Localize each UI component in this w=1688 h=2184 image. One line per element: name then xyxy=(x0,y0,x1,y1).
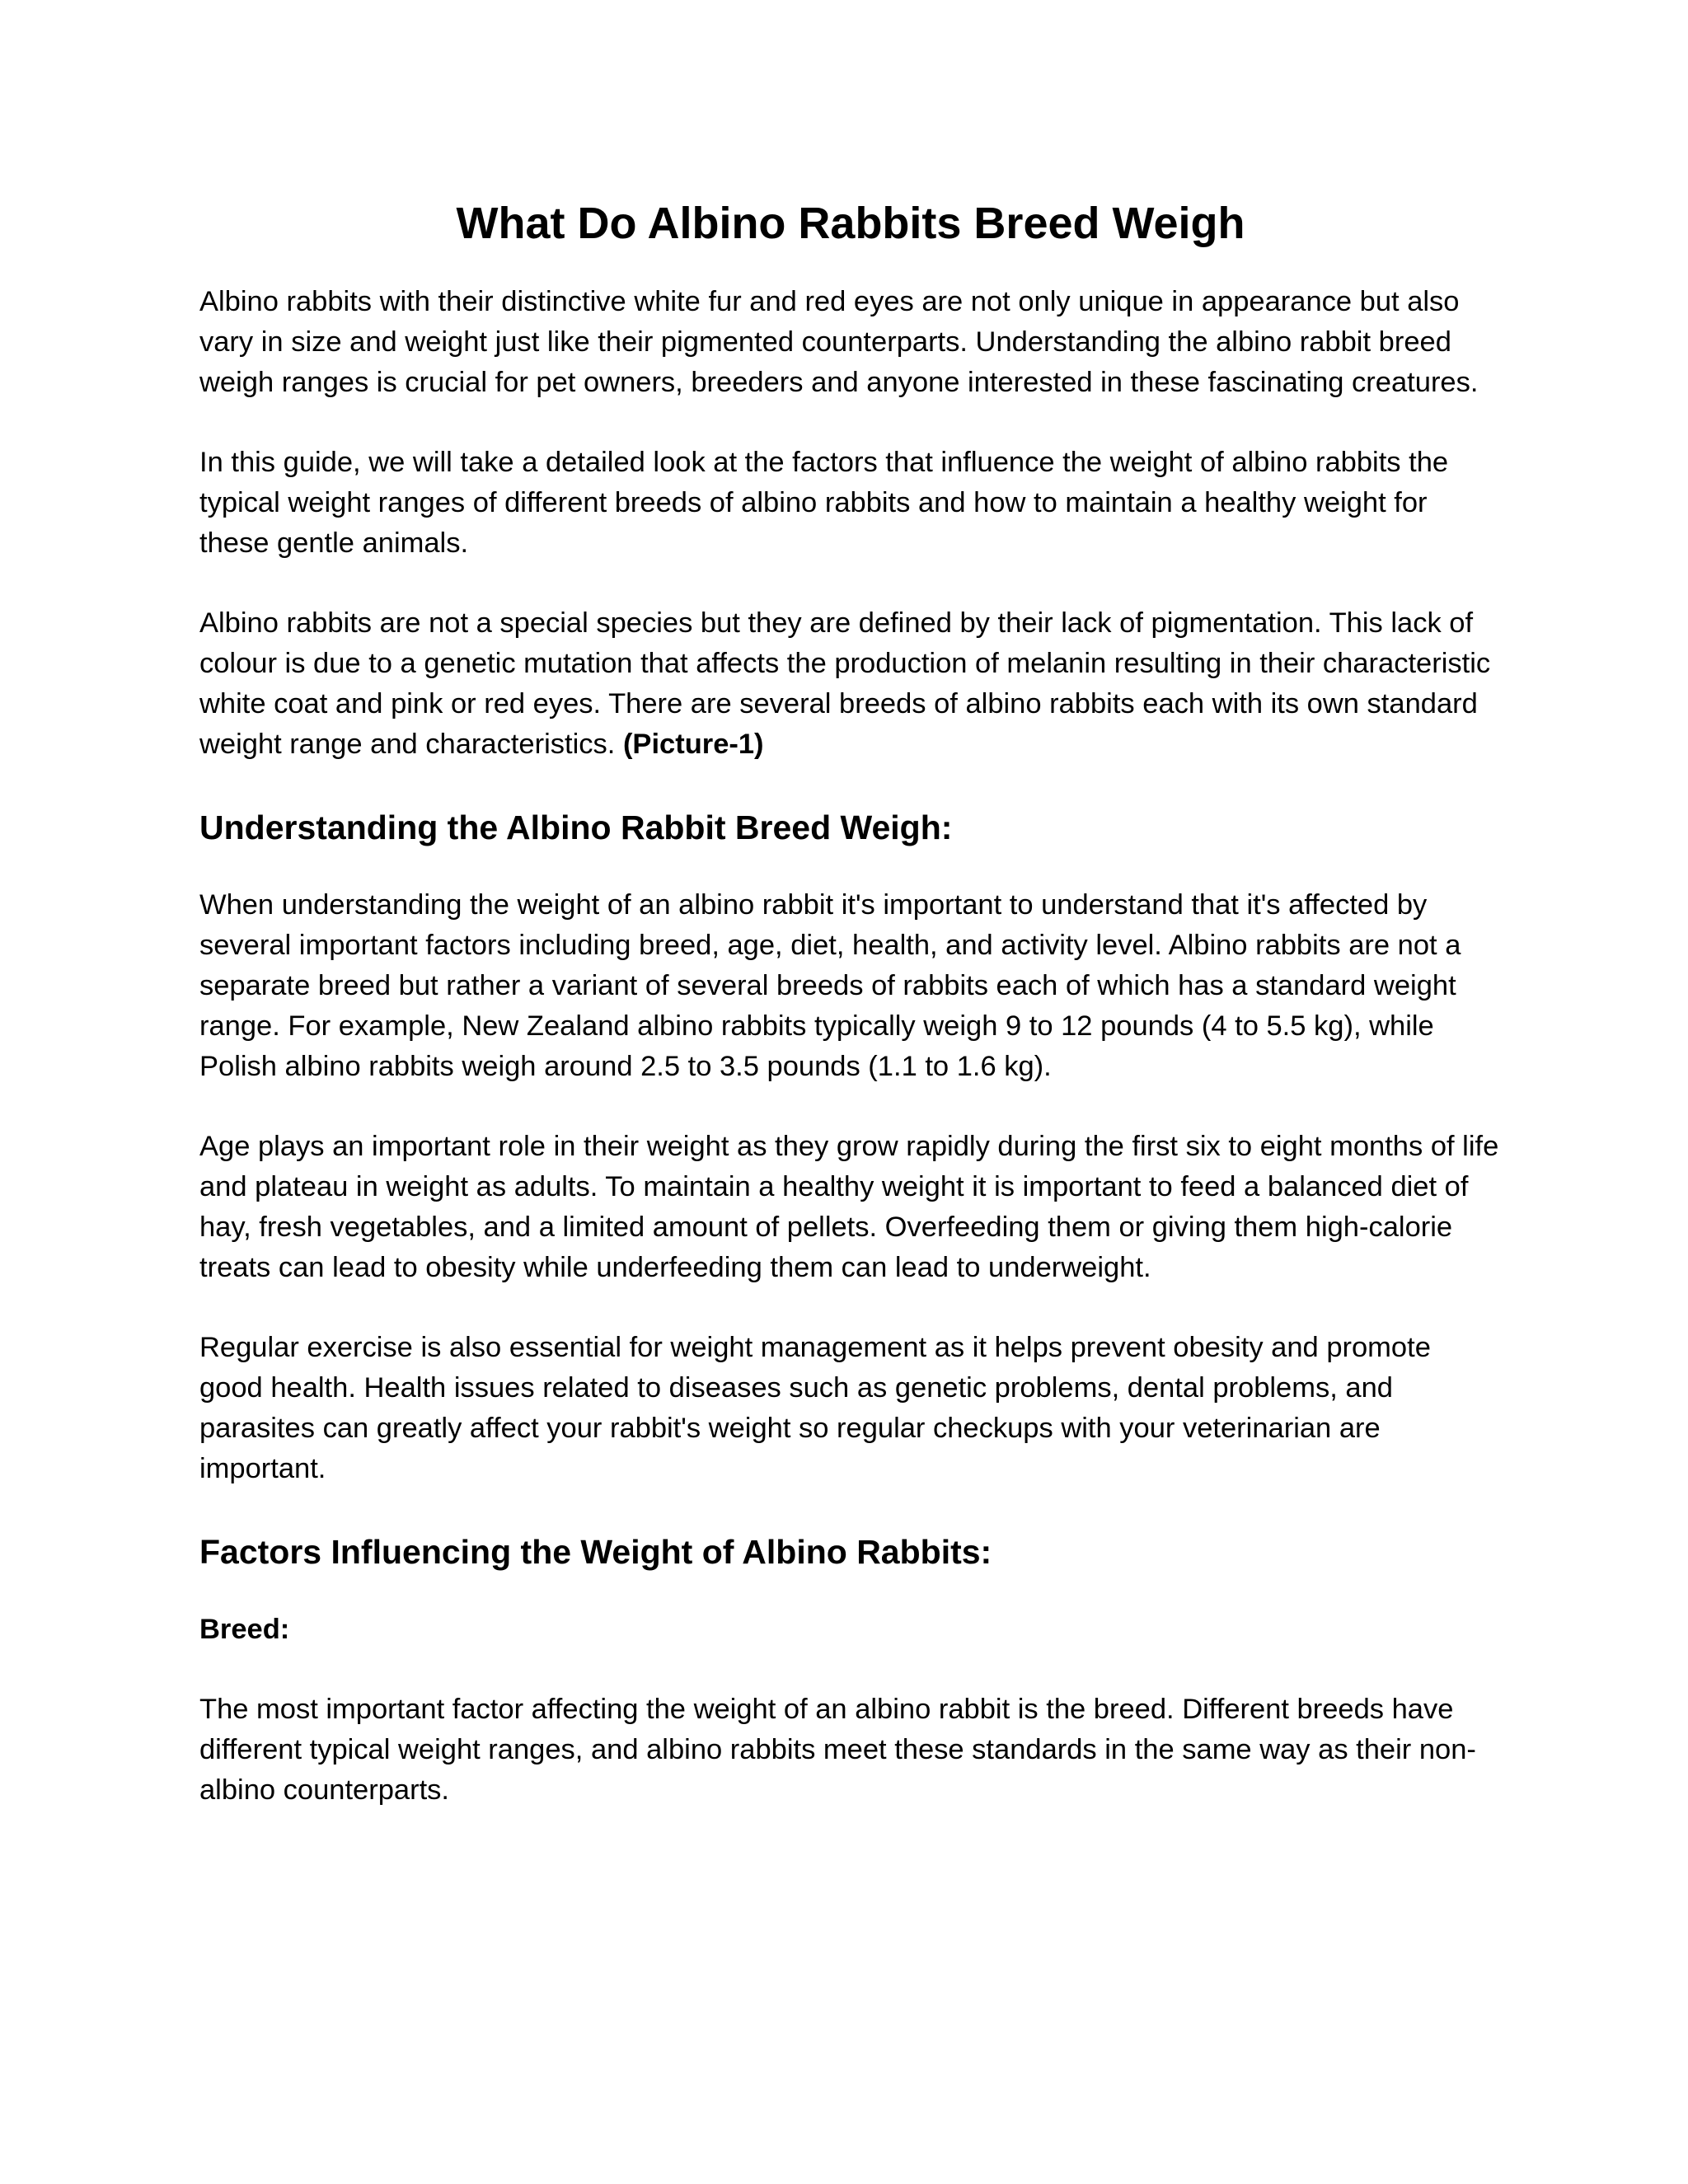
intro-paragraph-text: Albino rabbits are not a special species but they are defined by their lack of pigmentation. This lack of colour is due to a genetic mutation that affects the production of melanin resulting in their characteristic white coat and pink or red eyes. There are several breeds of albino rabbits each with its own standard weight range and characteristics. xyxy=(199,607,1491,760)
subsection-heading: Breed: xyxy=(199,1614,290,1645)
body-paragraph: The most important factor affecting the weight of an albino rabbit is the breed. Different breeds have different typical weight ranges, and albino rabbits meet these standards in the same way as their non-albino counterparts. xyxy=(199,1694,1476,1806)
section-heading: Factors Influencing the Weight of Albino Rabbits: xyxy=(199,1533,992,1571)
document-page xyxy=(199,196,1502,1850)
intro-paragraph: Albino rabbits with their distinctive white fur and red eyes are not only unique in appearance but also vary in size and weight just like their pigmented counterparts. Understanding the albino rabbit breed weigh ranges is crucial for pet owners, breeders and anyone interested in these fascinating creatures. xyxy=(199,286,1479,398)
picture-reference: (Picture-1) xyxy=(622,729,764,760)
intro-paragraph: In this guide, we will take a detailed look at the factors that influence the weight of albino rabbits the typical weight ranges of different breeds of albino rabbits and how to maintain a healthy weight for these gentle animals. xyxy=(199,447,1449,559)
section-heading: Understanding the Albino Rabbit Breed Weigh: xyxy=(199,808,953,846)
body-paragraph: When understanding the weight of an albino rabbit it's important to understand that it's affected by several important factors including breed, age, diet, health, and activity level. Albino rabbits are not a separate breed but rather a variant of several breeds of rabbits each of which has a standard weight range. For example, New Zealand albino rabbits typically weigh 9 to 12 pounds (4 to 5.5 kg), while Polish albino rabbits weigh around 2.5 to 3.5 pounds (1.1 to 1.6 kg). xyxy=(199,889,1461,1082)
page-title: What Do Albino Rabbits Breed Weigh xyxy=(456,199,1245,248)
body-paragraph: Age plays an important role in their weight as they grow rapidly during the first six to eight months of life and plateau in weight as adults. To maintain a healthy weight it is important to feed a balanced diet of hay, fresh vegetables, and a limited amount of pellets. Overfeeding them or giving them high-calorie treats can lead to obesity while underfeeding them can lead to underweight. xyxy=(199,1131,1499,1283)
body-paragraph: Regular exercise is also essential for weight management as it helps prevent obesity and promote good health. Health issues related to diseases such as genetic problems, dental problems, and parasites can greatly affect your rabbit's weight so regular checkups with your veterinarian are important. xyxy=(199,1332,1431,1484)
intro-paragraph xyxy=(199,603,1502,765)
